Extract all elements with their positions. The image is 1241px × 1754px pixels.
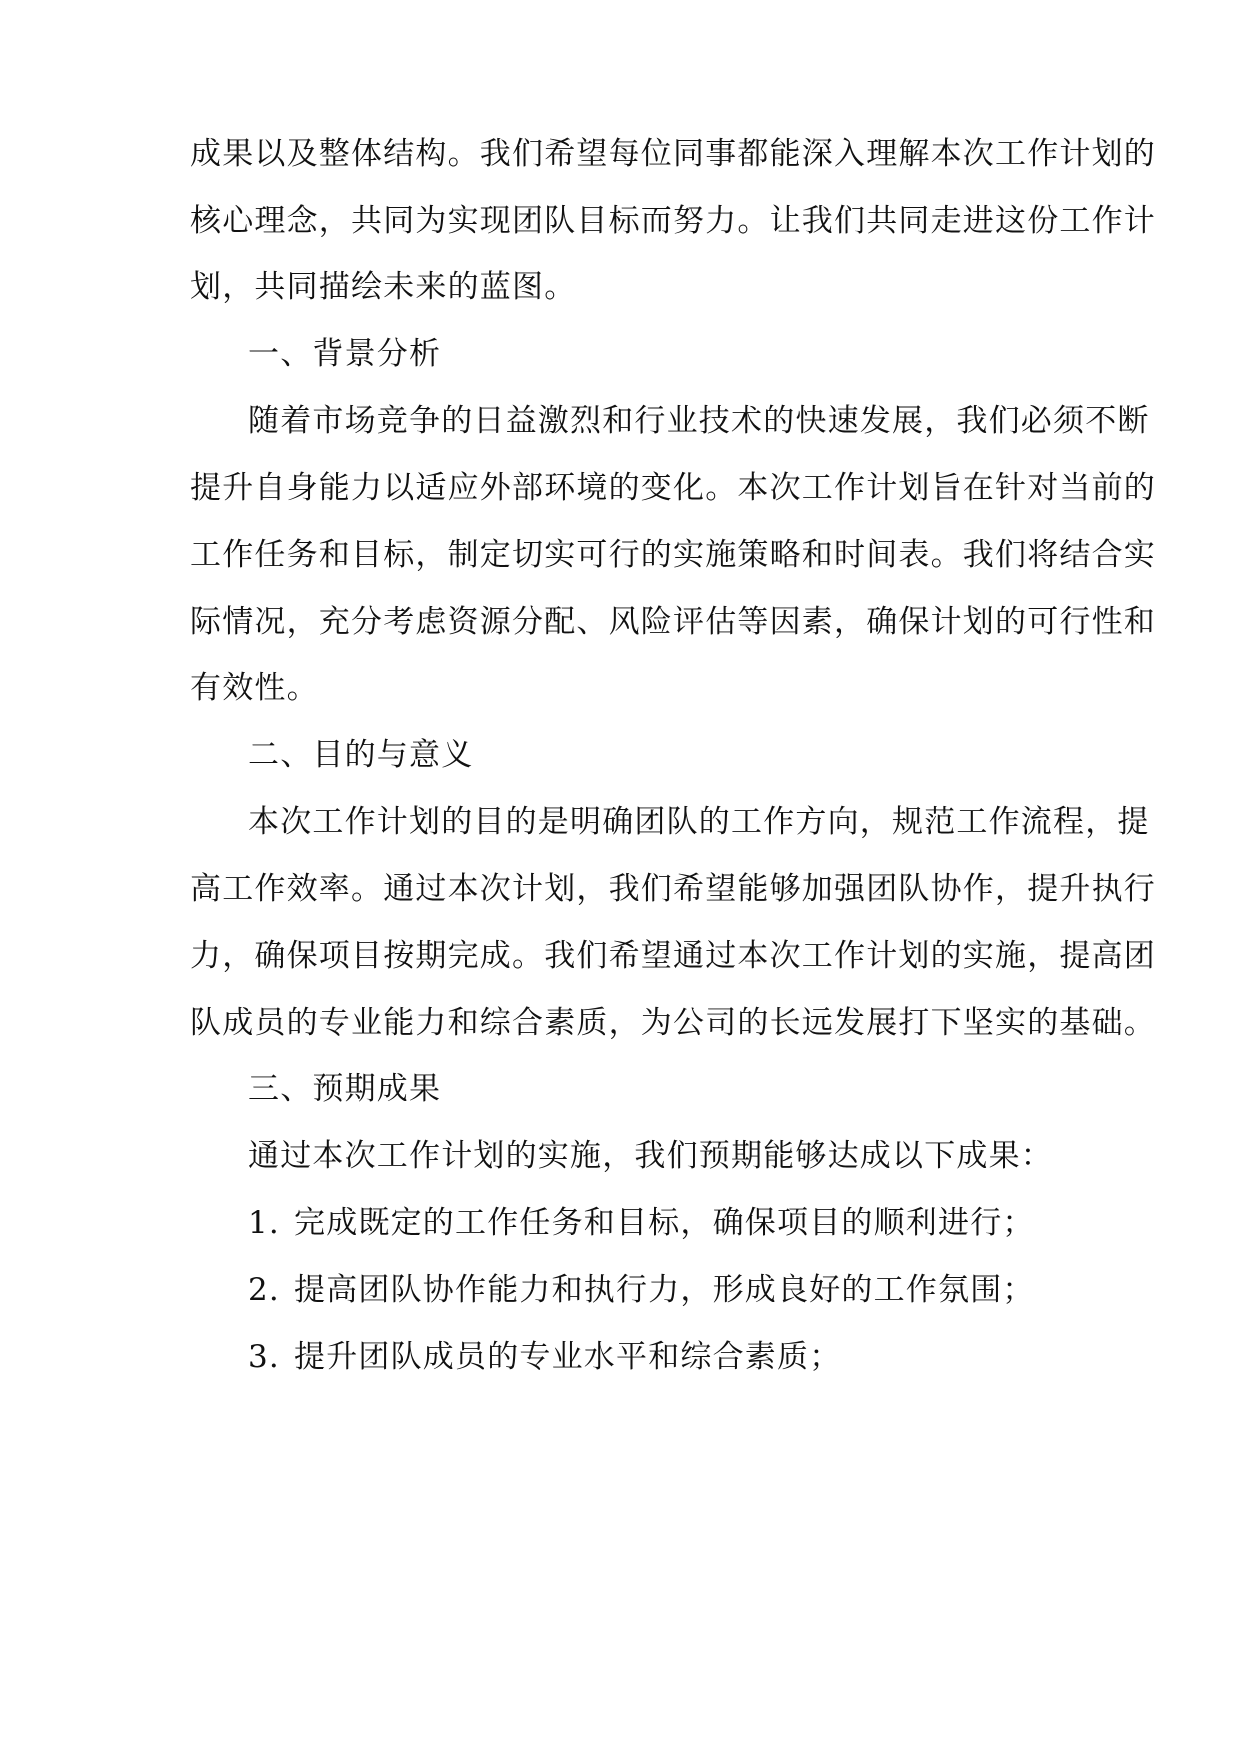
paragraph-line: 际情况，充分考虑资源分配、风险评估等因素，确保计划的可行性和: [190, 604, 1156, 640]
paragraph-line: 通过本次工作计划的实施，我们预期能够达成以下成果：: [248, 1138, 1053, 1174]
list-item: [248, 1337, 1070, 1377]
paragraph-line: 高工作效率。通过本次计划，我们希望能够加强团队协作，提升执行: [190, 871, 1156, 907]
paragraph-line: 队成员的专业能力和综合素质，为公司的长远发展打下坚实的基础。: [190, 1005, 1156, 1041]
section-heading: 三、预期成果: [248, 1071, 442, 1107]
paragraph-line: 核心理念，共同为实现团队目标而努力。让我们共同走进这份工作计: [190, 203, 1156, 239]
paragraph-line: 本次工作计划的目的是明确团队的工作方向，规范工作流程，提: [248, 804, 1150, 840]
list-item-number: 1.: [248, 1205, 280, 1241]
paragraph-line: 划，共同描绘未来的蓝图。: [190, 269, 577, 305]
list-item-text: 提升团队成员的专业水平和综合素质；: [294, 1339, 842, 1375]
list-item-text: 完成既定的工作任务和目标，确保项目的顺利进行；: [294, 1205, 1035, 1241]
list-item: [248, 1203, 1070, 1243]
paragraph-line: 随着市场竞争的日益激烈和行业技术的快速发展，我们必须不断: [248, 403, 1150, 439]
paragraph-line: 提升自身能力以适应外部环境的变化。本次工作计划旨在针对当前的: [190, 470, 1156, 506]
paragraph-line: 力，确保项目按期完成。我们希望通过本次工作计划的实施，提高团: [190, 938, 1156, 974]
section-heading: 一、背景分析: [248, 336, 442, 372]
paragraph-line: 有效性。: [190, 670, 319, 706]
paragraph-line: 工作任务和目标，制定切实可行的实施策略和时间表。我们将结合实: [190, 537, 1156, 573]
section-heading: 二、目的与意义: [248, 737, 474, 773]
list-item: [248, 1270, 1070, 1310]
list-item-number: 2.: [248, 1272, 280, 1308]
list-item-number: 3.: [248, 1339, 280, 1375]
list-item-text: 提高团队协作能力和执行力，形成良好的工作氛围；: [294, 1272, 1035, 1308]
paragraph-line: 成果以及整体结构。我们希望每位同事都能深入理解本次工作计划的: [190, 136, 1156, 172]
